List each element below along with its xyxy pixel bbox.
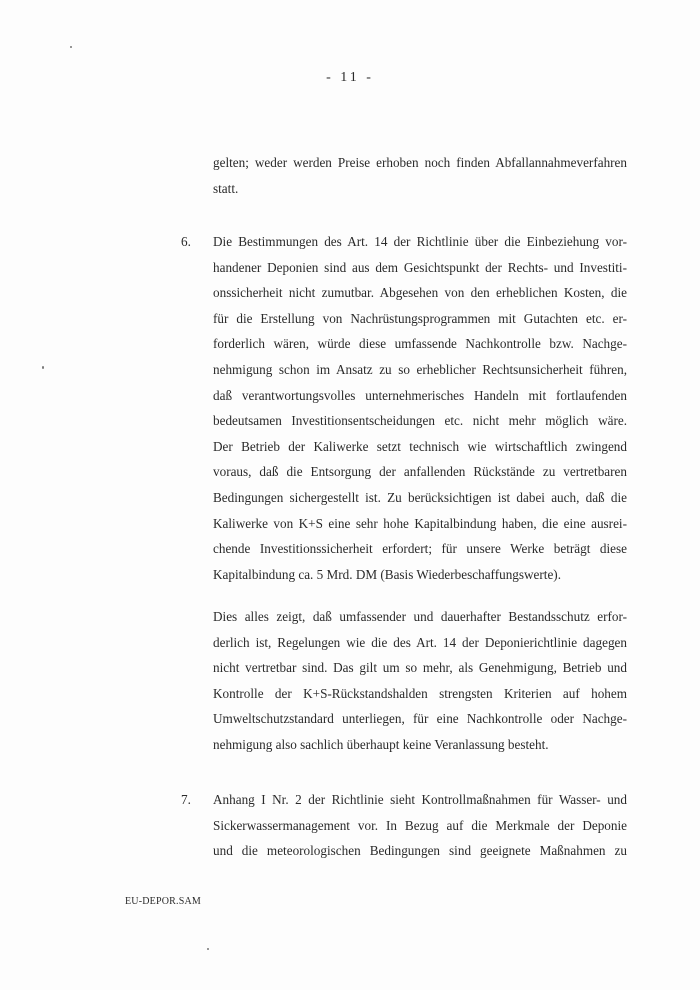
text-line: onssicherheit nicht zumutbar. Abgesehen von den erheblichen Kosten, die [213,285,627,301]
text-line: Anhang I Nr. 2 der Richtlinie sieht Kontrollmaßnahmen für Wasser- und [213,792,627,807]
text-line: Die Bestimmungen des Art. 14 der Richtlinie über die Einbeziehung vor- [213,234,627,249]
text-line: nehmigung also sachlich überhaupt keine Veranlassung besteht. [213,736,549,752]
text-line: nicht vertretbar sind. Das gilt um so mehr, als Genehmigung, Betrieb und [213,660,627,676]
text-line: Dies alles zeigt, daß umfassender und dauerhafter Bestandsschutz erfor- [213,609,627,624]
paragraph-item-6-conclusion [213,604,627,758]
text-line: für die Erstellung von Nachrüstungsprogrammen mit Gutachten etc. er- [213,310,627,326]
item-number: 7. [181,792,191,807]
text-line: bedeutsamen Investitionsentscheidungen etc. nicht mehr möglich wäre. [213,413,627,429]
text-line: nehmigung schon im Ansatz zu so erheblicher Rechtsunsicherheit führen, [213,361,627,377]
text-line: derlich ist, Regelungen wie die des Art. 14 der Deponierichtlinie dagegen [213,634,627,650]
item-number: 6. [181,234,191,249]
paragraph-item-7 [213,787,627,864]
text-line: chende Investitionssicherheit erfordert; für unsere Werke beträgt diese [213,541,627,557]
text-line: Sickerwassermanagement vor. In Bezug auf die Merkmale der Deponie [213,817,627,833]
text-line: statt. [213,180,239,196]
paragraph-continuation [213,150,627,201]
text-line: daß verantwortungsvolles unternehmerisches Handeln mit fortlaufenden [213,387,627,403]
text-line: Kapitalbindung ca. 5 Mrd. DM (Basis Wiederbeschaffungswerte). [213,566,561,582]
document-footer: EU-DEPOR.SAM [125,896,202,907]
text-line: Umweltschutzstandard unterliegen, für eine Nachkontrolle oder Nachge- [213,711,627,727]
text-line: Bedingungen sichergestellt ist. Zu berücksichtigen ist dabei auch, daß die [213,489,627,505]
text-line: gelten; weder werden Preise erhoben noch finden Abfallannahmeverfahren [213,155,627,170]
text-line: handener Deponien sind aus dem Gesichtspunkt der Rechts- und Investiti- [213,259,627,275]
scan-speck [70,46,72,48]
text-line: Der Betrieb der Kaliwerke setzt technisch wie wirtschaftlich zwingend [213,438,627,454]
scan-speck [207,948,209,950]
scan-speck [42,366,44,369]
text-line: forderlich wären, würde diese umfassende Nachkontrolle bzw. Nachge- [213,336,627,352]
text-line: Kontrolle der K+S-Rückstandshalden strengsten Kriterien auf hohem [213,685,627,701]
text-line: und die meteorologischen Bedingungen sind geeignete Maßnahmen zu [213,843,627,859]
text-line: Kaliwerke von K+S eine sehr hohe Kapitalbindung haben, die eine ausrei- [213,515,627,531]
page-number: - 11 - [326,70,374,85]
text-line: voraus, daß die Entsorgung der anfallenden Rückstände zu vertretbaren [213,464,627,480]
paragraph-item-6 [213,229,627,587]
